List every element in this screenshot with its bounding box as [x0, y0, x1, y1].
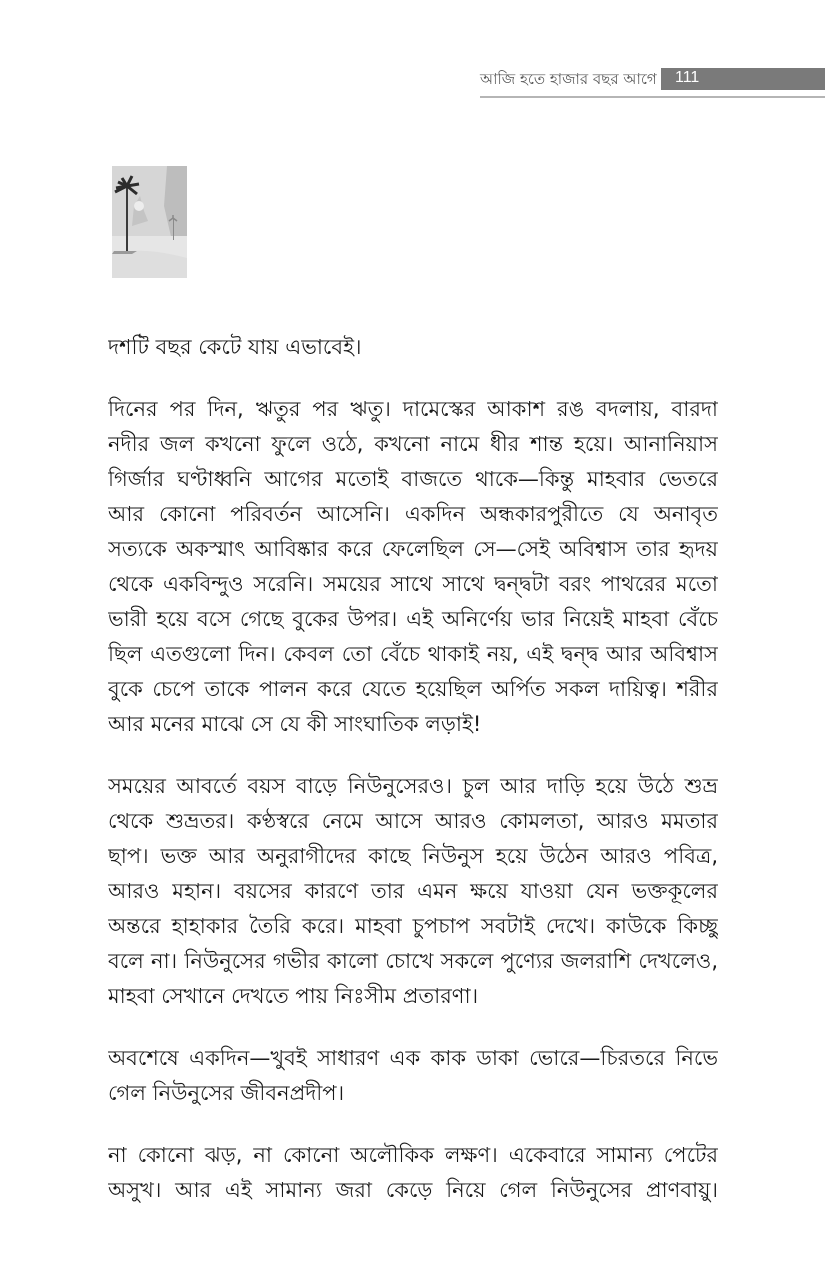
- text-line: থেকে শুভ্রতর। কণ্ঠস্বরে নেমে আসে আরও কোমলতা, আরও মমতার: [108, 809, 718, 833]
- text-line: দিনের পর দিন, ঋতুর পর ঋতু। দামেস্কের আকাশ রঙ বদলায়, বারদা: [108, 397, 718, 421]
- text-line: মাহবা সেখানে দেখতে পায় নিঃসীম প্রতারণা।: [108, 984, 479, 1008]
- text-line: আরও মহান। বয়সের কারণে তার এমন ক্ষয়ে যাওয়া যেন ভক্তকূলের: [108, 879, 718, 903]
- page-number: 111: [675, 69, 700, 86]
- text-line: অসুখ। আর এই সামান্য জরা কেড়ে নিয়ে গেল নিউনুসের প্রাণবায়ু।: [108, 1178, 718, 1202]
- text-line: ভারী হয়ে বসে গেছে বুকের উপর। এই অনির্ণেয় ভার নিয়েই মাহবা বেঁচে: [108, 607, 718, 631]
- running-title: আজি হতে হাজার বছর আগে: [480, 70, 657, 88]
- paragraph: [108, 769, 718, 1014]
- paragraph: [108, 1041, 718, 1111]
- text-line: সময়ের আবর্তে বয়স বাড়ে নিউনুসেরও। চুল আর দাড়ি হয়ে উঠে শুভ্র: [108, 774, 718, 798]
- text-line: ছিল এতগুলো দিন। কেবল তো বেঁচে থাকাই নয়, এই দ্বন্দ্ব আর অবিশ্বাস: [108, 642, 718, 666]
- text-line: দশটি বছর কেটে যায় এভাবেই।: [108, 335, 362, 359]
- paragraph: [108, 330, 718, 365]
- text-line: সত্যকে অকস্মাৎ আবিষ্কার করে ফেলেছিল সে—সেই অবিশ্বাস তার হৃদয়: [108, 537, 718, 561]
- paragraph: [108, 392, 718, 742]
- text-line: আর কোনো পরিবর্তন আসেনি। একদিন অন্ধকারপুরীতে যে অনাবৃত: [108, 502, 718, 526]
- page-number-box: [661, 68, 825, 90]
- text-line: অবশেষে একদিন—খুবই সাধারণ এক কাক ডাকা ভোরে—চিরতরে নিভে: [108, 1046, 718, 1070]
- text-line: ছাপ। ভক্ত আর অনুরাগীদের কাছে নিউনুস হয়ে উঠেন আরও পবিত্র,: [108, 844, 718, 868]
- running-header: [480, 66, 825, 92]
- text-line: অন্তরে হাহাকার তৈরি করে। মাহবা চুপচাপ সবটাই দেখে। কাউকে কিচ্ছু: [108, 914, 718, 938]
- text-line: না কোনো ঝড়, না কোনো অলৌকিক লক্ষণ। একেবারে সামান্য পেটের: [108, 1143, 718, 1167]
- text-line: নদীর জল কখনো ফুলে ওঠে, কখনো নামে ধীর শান্ত হয়ে। আনানিয়াস: [108, 432, 718, 456]
- text-line: বলে না। নিউনুসের গভীর কালো চোখে সকলে পুণ্যের জলরাশি দেখলেও,: [108, 949, 718, 973]
- text-line: গির্জার ঘণ্টাধ্বনি আগের মতোই বাজতে থাকে—কিন্তু মাহবার ভেতরে: [108, 467, 718, 491]
- text-line: থেকে একবিন্দুও সরেনি। সময়ের সাথে সাথে দ্বন্দ্বটা বরং পাথরের মতো: [108, 572, 718, 596]
- chapter-illustration: [112, 166, 187, 278]
- header-rule: [480, 96, 825, 98]
- text-line: বুকে চেপে তাকে পালন করে যেতে হয়েছিল অর্পিত সকল দায়িত্ব। শরীর: [108, 677, 718, 701]
- text-line: আর মনের মাঝে সে যে কী সাংঘাতিক লড়াই!: [108, 712, 482, 736]
- paragraph: [108, 1138, 718, 1208]
- text-line: গেল নিউনুসের জীবনপ্রদীপ।: [108, 1081, 345, 1105]
- body-text: [108, 330, 718, 1208]
